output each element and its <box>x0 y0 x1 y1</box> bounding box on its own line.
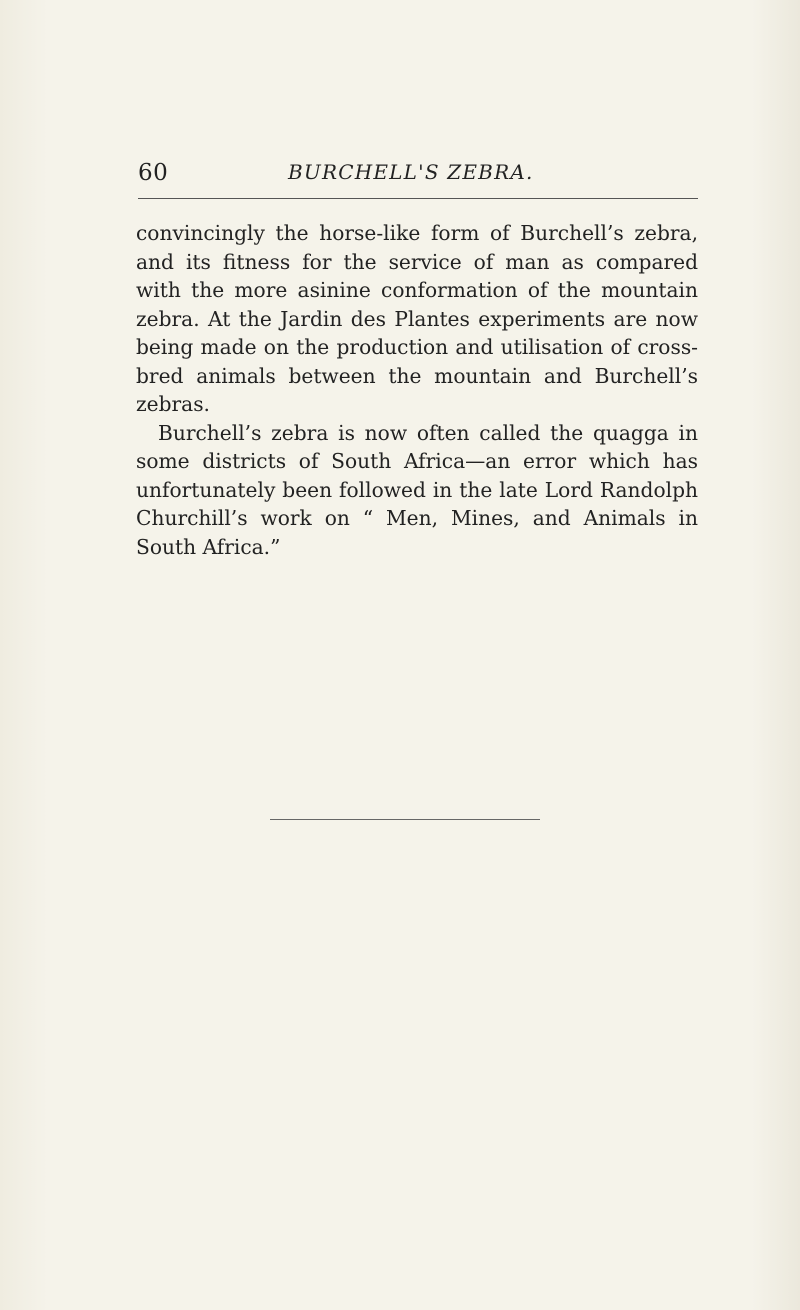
page-header <box>138 160 698 194</box>
section-end-rule <box>270 819 540 820</box>
paragraph-1: convincingly the horse-like form of Burchell’s zebra, and its fitness for the service of man as compared with the more asinine conformation of the mountain zebra. At the Jardin des Plantes experiments are now being made on the production and utilisation of cross-bred animals between the mountain and Burchell’s zebras. <box>136 221 698 416</box>
paragraph-2: Burchell’s zebra is now often called the quagga in some districts of South Africa—an error which has unfortunately been followed in the late Lord Randolph Churchill’s work on “ Men, Mines, and Animals in South Africa.” <box>136 420 698 559</box>
header-rule <box>138 198 698 199</box>
page-number: 60 <box>138 160 169 186</box>
running-head: BURCHELL'S ZEBRA. <box>288 160 534 184</box>
body-text <box>136 219 698 561</box>
